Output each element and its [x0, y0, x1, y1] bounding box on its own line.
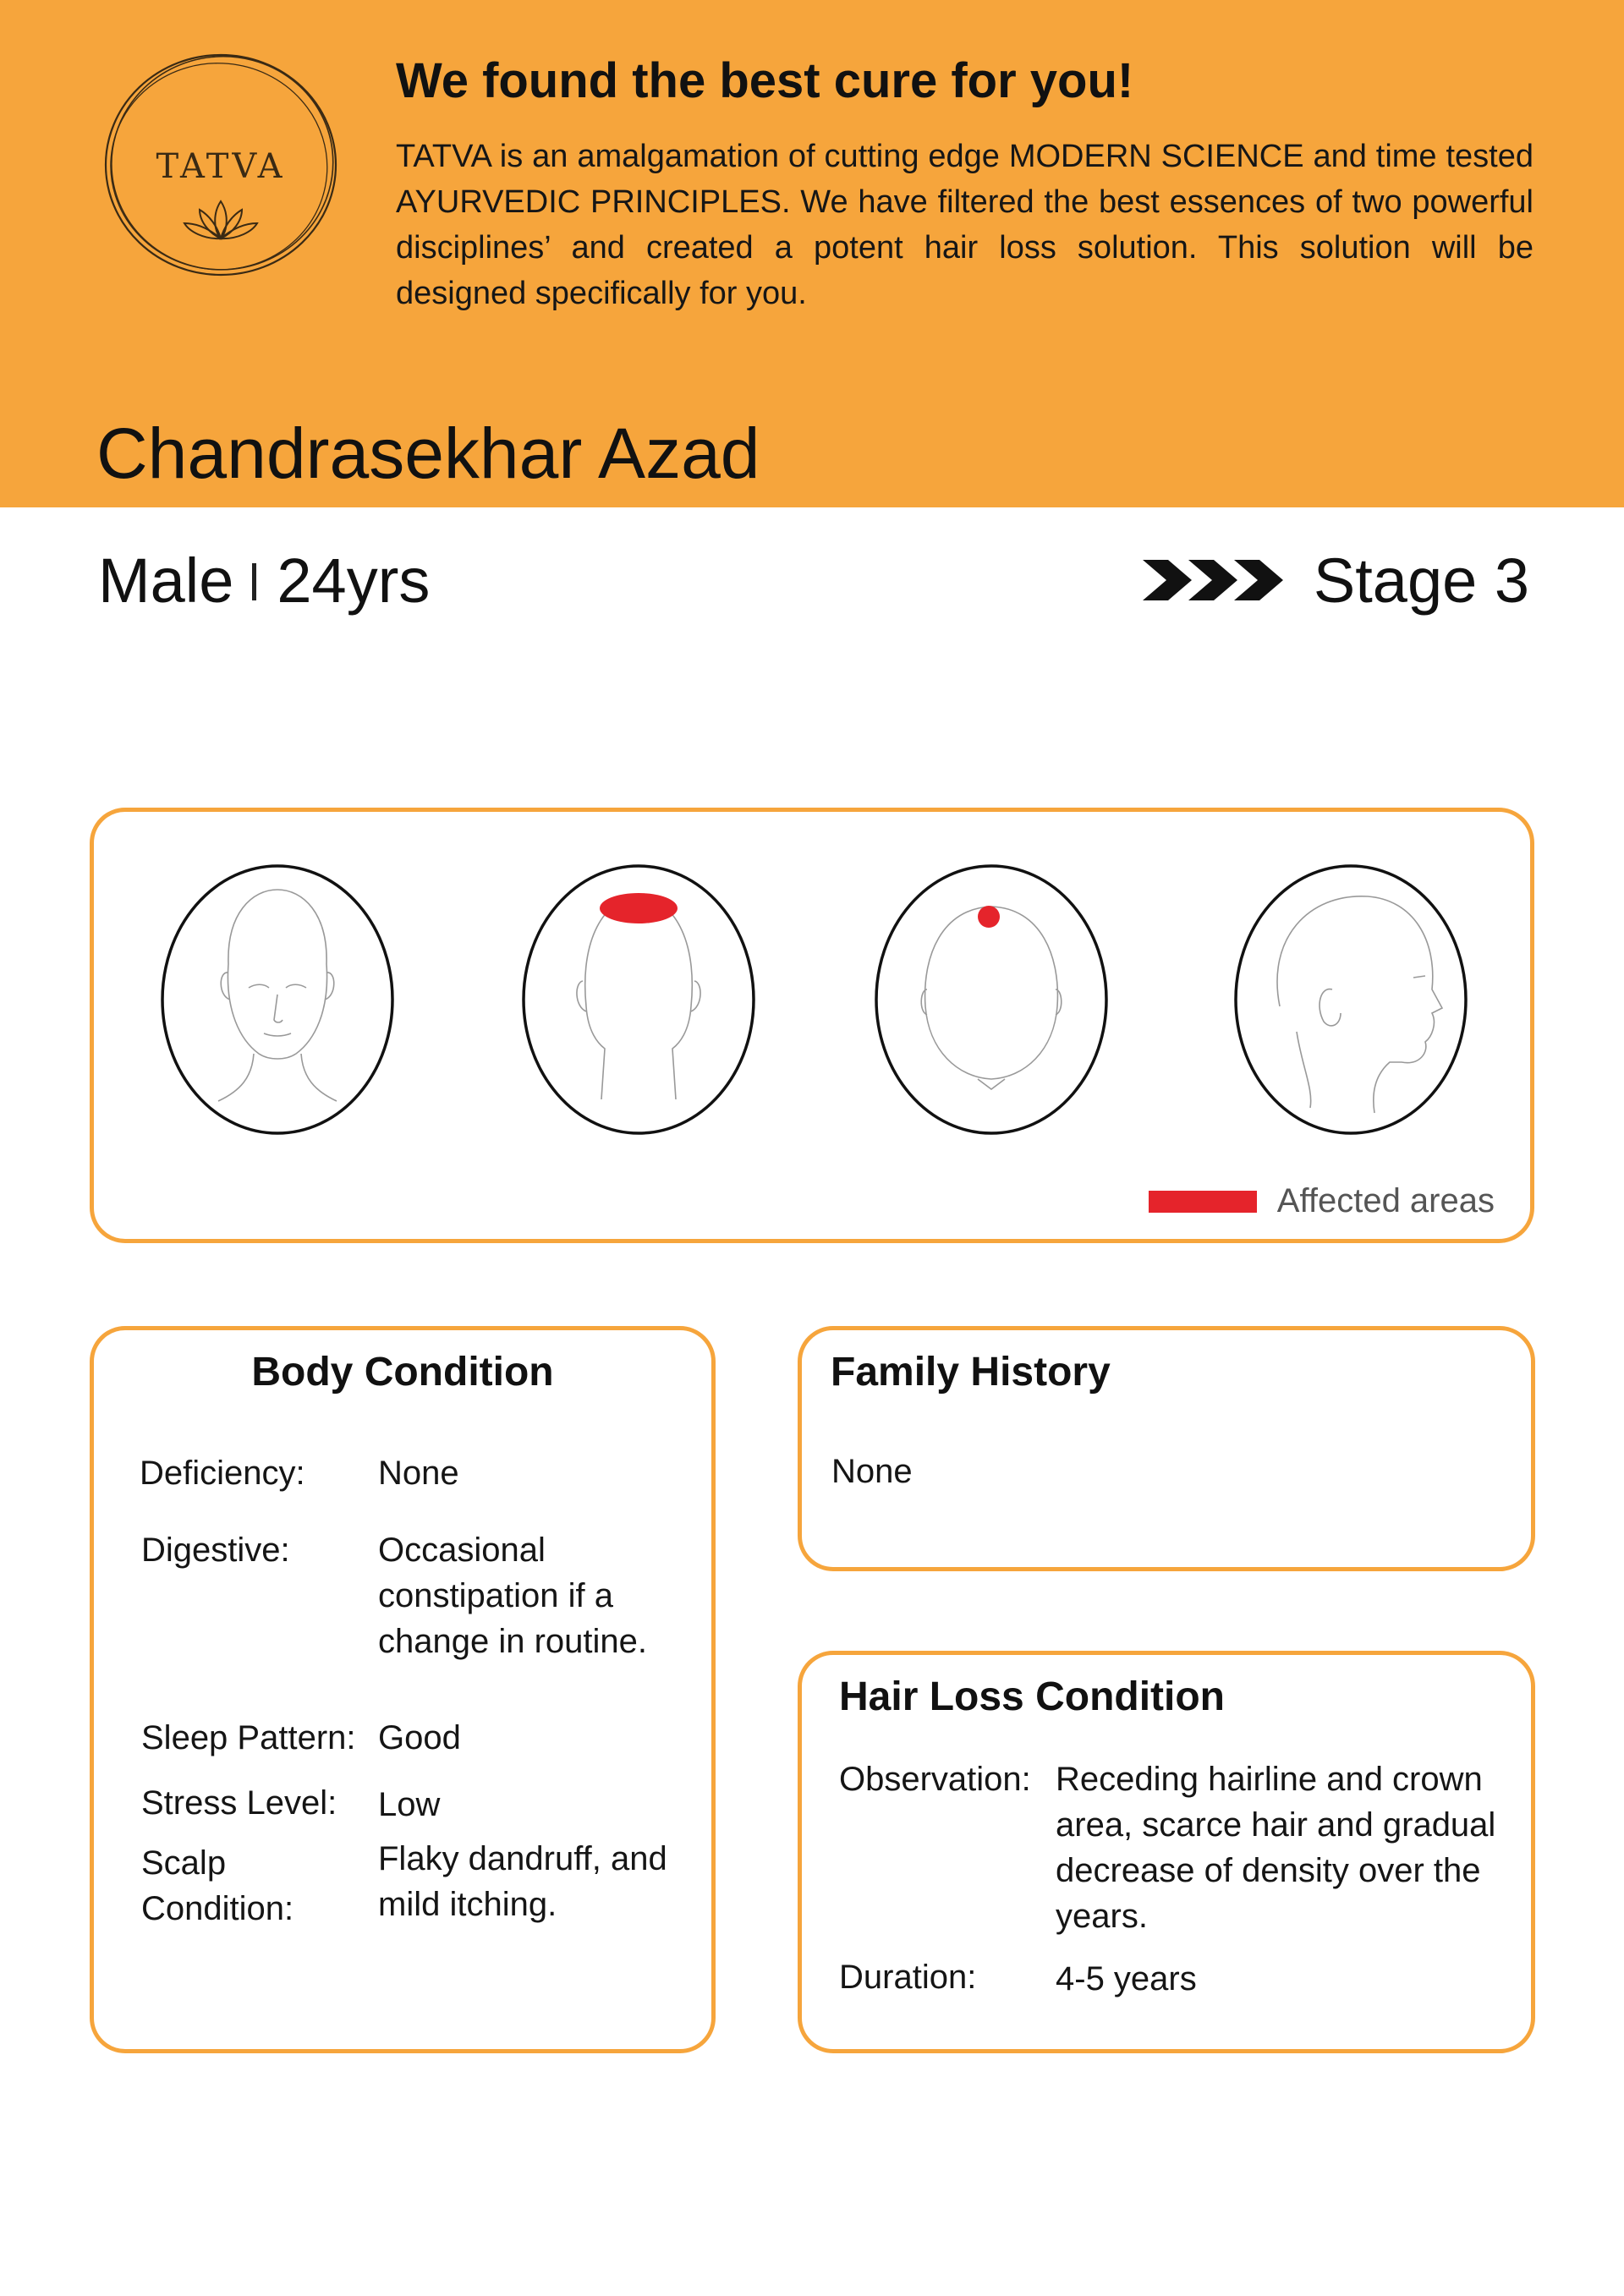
affected-areas-card: [90, 808, 1534, 1243]
patient-age: 24yrs: [277, 545, 431, 616]
legend: [1149, 1182, 1495, 1220]
scalp-condition-label: Scalp Condition:: [141, 1844, 294, 1927]
sleep-pattern-value: Good: [378, 1719, 461, 1756]
affected-color-swatch: [1149, 1191, 1257, 1213]
separator-bar: [252, 563, 256, 600]
head-top-view: [873, 863, 1110, 1137]
affected-crown: [978, 906, 1000, 928]
observation-label: Observation:: [839, 1761, 1031, 1798]
intro-paragraph: TATVA is an amalgamation of cutting edge MODERN SCIENCE and time tested AYURVEDIC PRINCIPLES. We have filtered the best essences of two powerful disciplines’ and created a potent hair loss solution. This solution will be designed specifically for you.: [396, 139, 1533, 311]
family-history-title: Family History: [831, 1350, 1111, 1395]
deficiency-label: Deficiency:: [140, 1455, 305, 1492]
triple-chevron-icon: [1143, 545, 1287, 616]
observation-value: Receding hairline and crown area, scarce hair and gradual decrease of density over the years.: [1056, 1761, 1496, 1935]
scalp-condition-value: Flaky dandruff, and mild itching.: [378, 1840, 667, 1923]
family-history-card: [798, 1326, 1535, 1571]
patient-demographics: [98, 545, 430, 616]
head-front-view: [159, 863, 396, 1137]
head-back-view: [520, 863, 757, 1137]
stage-label: Stage 3: [1313, 545, 1529, 616]
sleep-pattern-label: Sleep Pattern:: [141, 1719, 356, 1756]
body-condition-card: [90, 1326, 716, 2053]
patient-name: Chandrasekhar Azad: [96, 414, 760, 493]
header-banner: [0, 0, 1624, 507]
duration-value: 4-5 years: [1056, 1960, 1197, 1997]
hair-loss-condition-card: [798, 1651, 1535, 2053]
svg-text:TATVA: TATVA: [156, 147, 286, 186]
family-history-value: None: [831, 1453, 913, 1490]
headline: We found the best cure for you!: [396, 53, 1134, 108]
affected-hairline: [600, 893, 678, 923]
body-condition-title: Body Condition: [251, 1350, 554, 1395]
stage-indicator: [1143, 545, 1529, 616]
head-side-view: [1232, 863, 1469, 1137]
digestive-value: Occasional constipation if a change in routine.: [378, 1532, 648, 1660]
legend-label: Affected areas: [1276, 1182, 1495, 1219]
duration-label: Duration:: [839, 1959, 977, 1996]
hair-loss-title: Hair Loss Condition: [839, 1674, 1225, 1719]
digestive-label: Digestive:: [141, 1532, 290, 1569]
stress-level-value: Low: [378, 1786, 441, 1823]
patient-gender: Male: [98, 545, 234, 616]
stress-level-label: Stress Level:: [141, 1784, 337, 1822]
deficiency-value: None: [378, 1455, 459, 1492]
tatva-logo: [98, 49, 343, 282]
